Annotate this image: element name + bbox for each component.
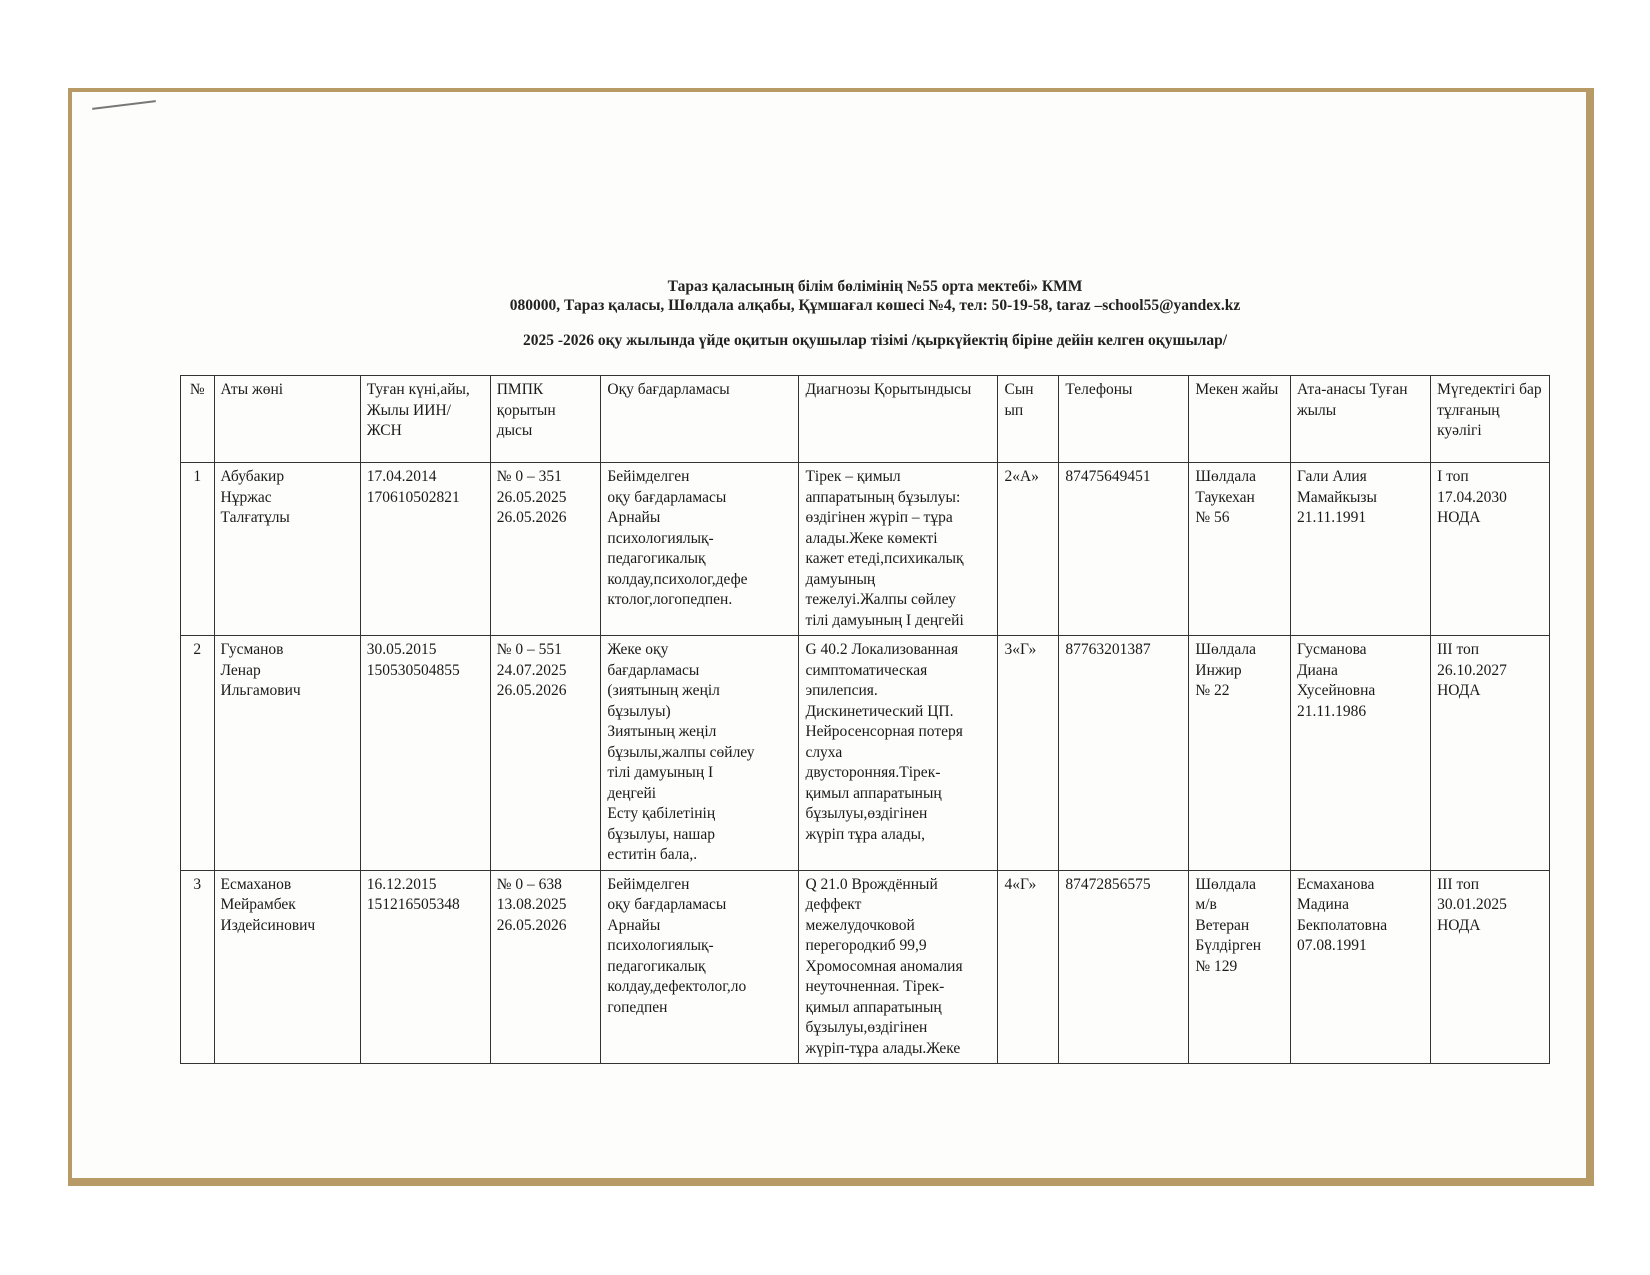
- col-header-pmpk: ПМПК қорытын дысы: [490, 376, 601, 463]
- cell-pmpk: № 0 – 351 26.05.2025 26.05.2026: [490, 463, 601, 636]
- cell-name: Абубакир Нұржас Талғатұлы: [214, 463, 360, 636]
- col-header-address: Мекен жайы: [1189, 376, 1291, 463]
- cell-diagnosis: Q 21.0 Врождённый деффект межелудочковой перегородкиб 99,9 Хромосомная аномалия неуточненная. Тірек- қимыл аппаратының бұзылуы,өздігінен жүріп-тұра алады.Жеке: [799, 870, 998, 1064]
- cell-pmpk: № 0 – 638 13.08.2025 26.05.2026: [490, 870, 601, 1064]
- cell-phone: 87475649451: [1059, 463, 1189, 636]
- cell-birth: 30.05.2015 150530504855: [360, 636, 490, 871]
- table-row: [181, 463, 1550, 636]
- col-header-number: №: [181, 376, 215, 463]
- cell-birth: 16.12.2015 151216505348: [360, 870, 490, 1064]
- students-table: [180, 375, 1550, 1064]
- cell-address: Шөлдала Таукехан № 56: [1189, 463, 1291, 636]
- col-header-grade: Сын ып: [998, 376, 1059, 463]
- cell-parent: Гусманова Диана Хусейновна 21.11.1986: [1290, 636, 1430, 871]
- cell-number: 2: [181, 636, 215, 871]
- cell-grade: 2«А»: [998, 463, 1059, 636]
- cell-number: 3: [181, 870, 215, 1064]
- col-header-disability: Мүгедектігі бар тұлғаның куәлігі: [1431, 376, 1550, 463]
- cell-program: Жеке оқу бағдарламасы (зиятының жеңіл бұзылуы) Зиятының жеңіл бұзылы,жалпы сөйлеу тілі дамуының І деңгейі Есту қабілетінің бұзылуы, нашар еститін бала,.: [601, 636, 799, 871]
- cell-program: Бейімделген оқу бағдарламасы Арнайы психологиялық- педагогикалық колдау,психолог,дефе ктолог,логопедпен.: [601, 463, 799, 636]
- col-header-program: Оқу бағдарламасы: [601, 376, 799, 463]
- cell-diagnosis: Тірек – қимыл аппаратының бұзылуы: өздігінен жүріп – тұра алады.Жеке көмекті кажет етеді,психикалық дамуының тежелуі.Жалпы сөйлеу тілі дамуының І деңгейі: [799, 463, 998, 636]
- cell-diagnosis: G 40.2 Локализованная симптоматическая эпилепсия. Дискинетический ЦП. Нейросенсорная потеря слуха двусторонняя.Тірек- қимыл аппаратының бұзылуы,өздігінен жүріп тұра алады,: [799, 636, 998, 871]
- cell-disability: І топ 17.04.2030 НОДА: [1431, 463, 1550, 636]
- table-header-row: [181, 376, 1550, 463]
- col-header-diagnosis: Диагнозы Қорытындысы: [799, 376, 998, 463]
- cell-number: 1: [181, 463, 215, 636]
- cell-pmpk: № 0 – 551 24.07.2025 26.05.2026: [490, 636, 601, 871]
- table-row: [181, 870, 1550, 1064]
- list-title: 2025 -2026 оқу жылында үйде оқитын оқушылар тізімі /қыркүйектің біріне дейін келген оқушылар/: [522, 332, 1228, 349]
- cell-parent: Гали Алия Мамайкызы 21.11.1991: [1290, 463, 1430, 636]
- cell-phone: 87472856575: [1059, 870, 1189, 1064]
- cell-disability: ІІІ топ 30.01.2025 НОДА: [1431, 870, 1550, 1064]
- col-header-parent: Ата-анасы Туған жылы: [1290, 376, 1430, 463]
- cell-program: Бейімделген оқу бағдарламасы Арнайы психологиялық- педагогикалық колдау,дефектолог,ло гопедпен: [601, 870, 799, 1064]
- col-header-birth: Туған күні,айы, Жылы ИИН/ЖСН: [360, 376, 490, 463]
- cell-parent: Есмаханова Мадина Бекполатовна 07.08.1991: [1290, 870, 1430, 1064]
- school-address: 080000, Тараз қаласы, Шөлдала алқабы, Құмшағал көшесі №4, тел: 50-19-58, taraz –school55@yandex.kz: [509, 297, 1241, 314]
- document-header: [180, 277, 1570, 350]
- cell-grade: 3«Г»: [998, 636, 1059, 871]
- school-name: Тараз қаласының білім бөлімінің №55 орта мектебі» КММ: [667, 278, 1083, 295]
- cell-name: Гусманов Ленар Ильгамович: [214, 636, 360, 871]
- col-header-name: Аты жөні: [214, 376, 360, 463]
- cell-address: Шөлдала Инжир № 22: [1189, 636, 1291, 871]
- cell-name: Есмаханов Мейрамбек Издейсинович: [214, 870, 360, 1064]
- cell-grade: 4«Г»: [998, 870, 1059, 1064]
- cell-address: Шөлдала м/в Ветеран Бүлдірген № 129: [1189, 870, 1291, 1064]
- cell-birth: 17.04.2014 170610502821: [360, 463, 490, 636]
- table-row: [181, 636, 1550, 871]
- col-header-phone: Телефоны: [1059, 376, 1189, 463]
- cell-disability: ІІІ топ 26.10.2027 НОДА: [1431, 636, 1550, 871]
- cell-phone: 87763201387: [1059, 636, 1189, 871]
